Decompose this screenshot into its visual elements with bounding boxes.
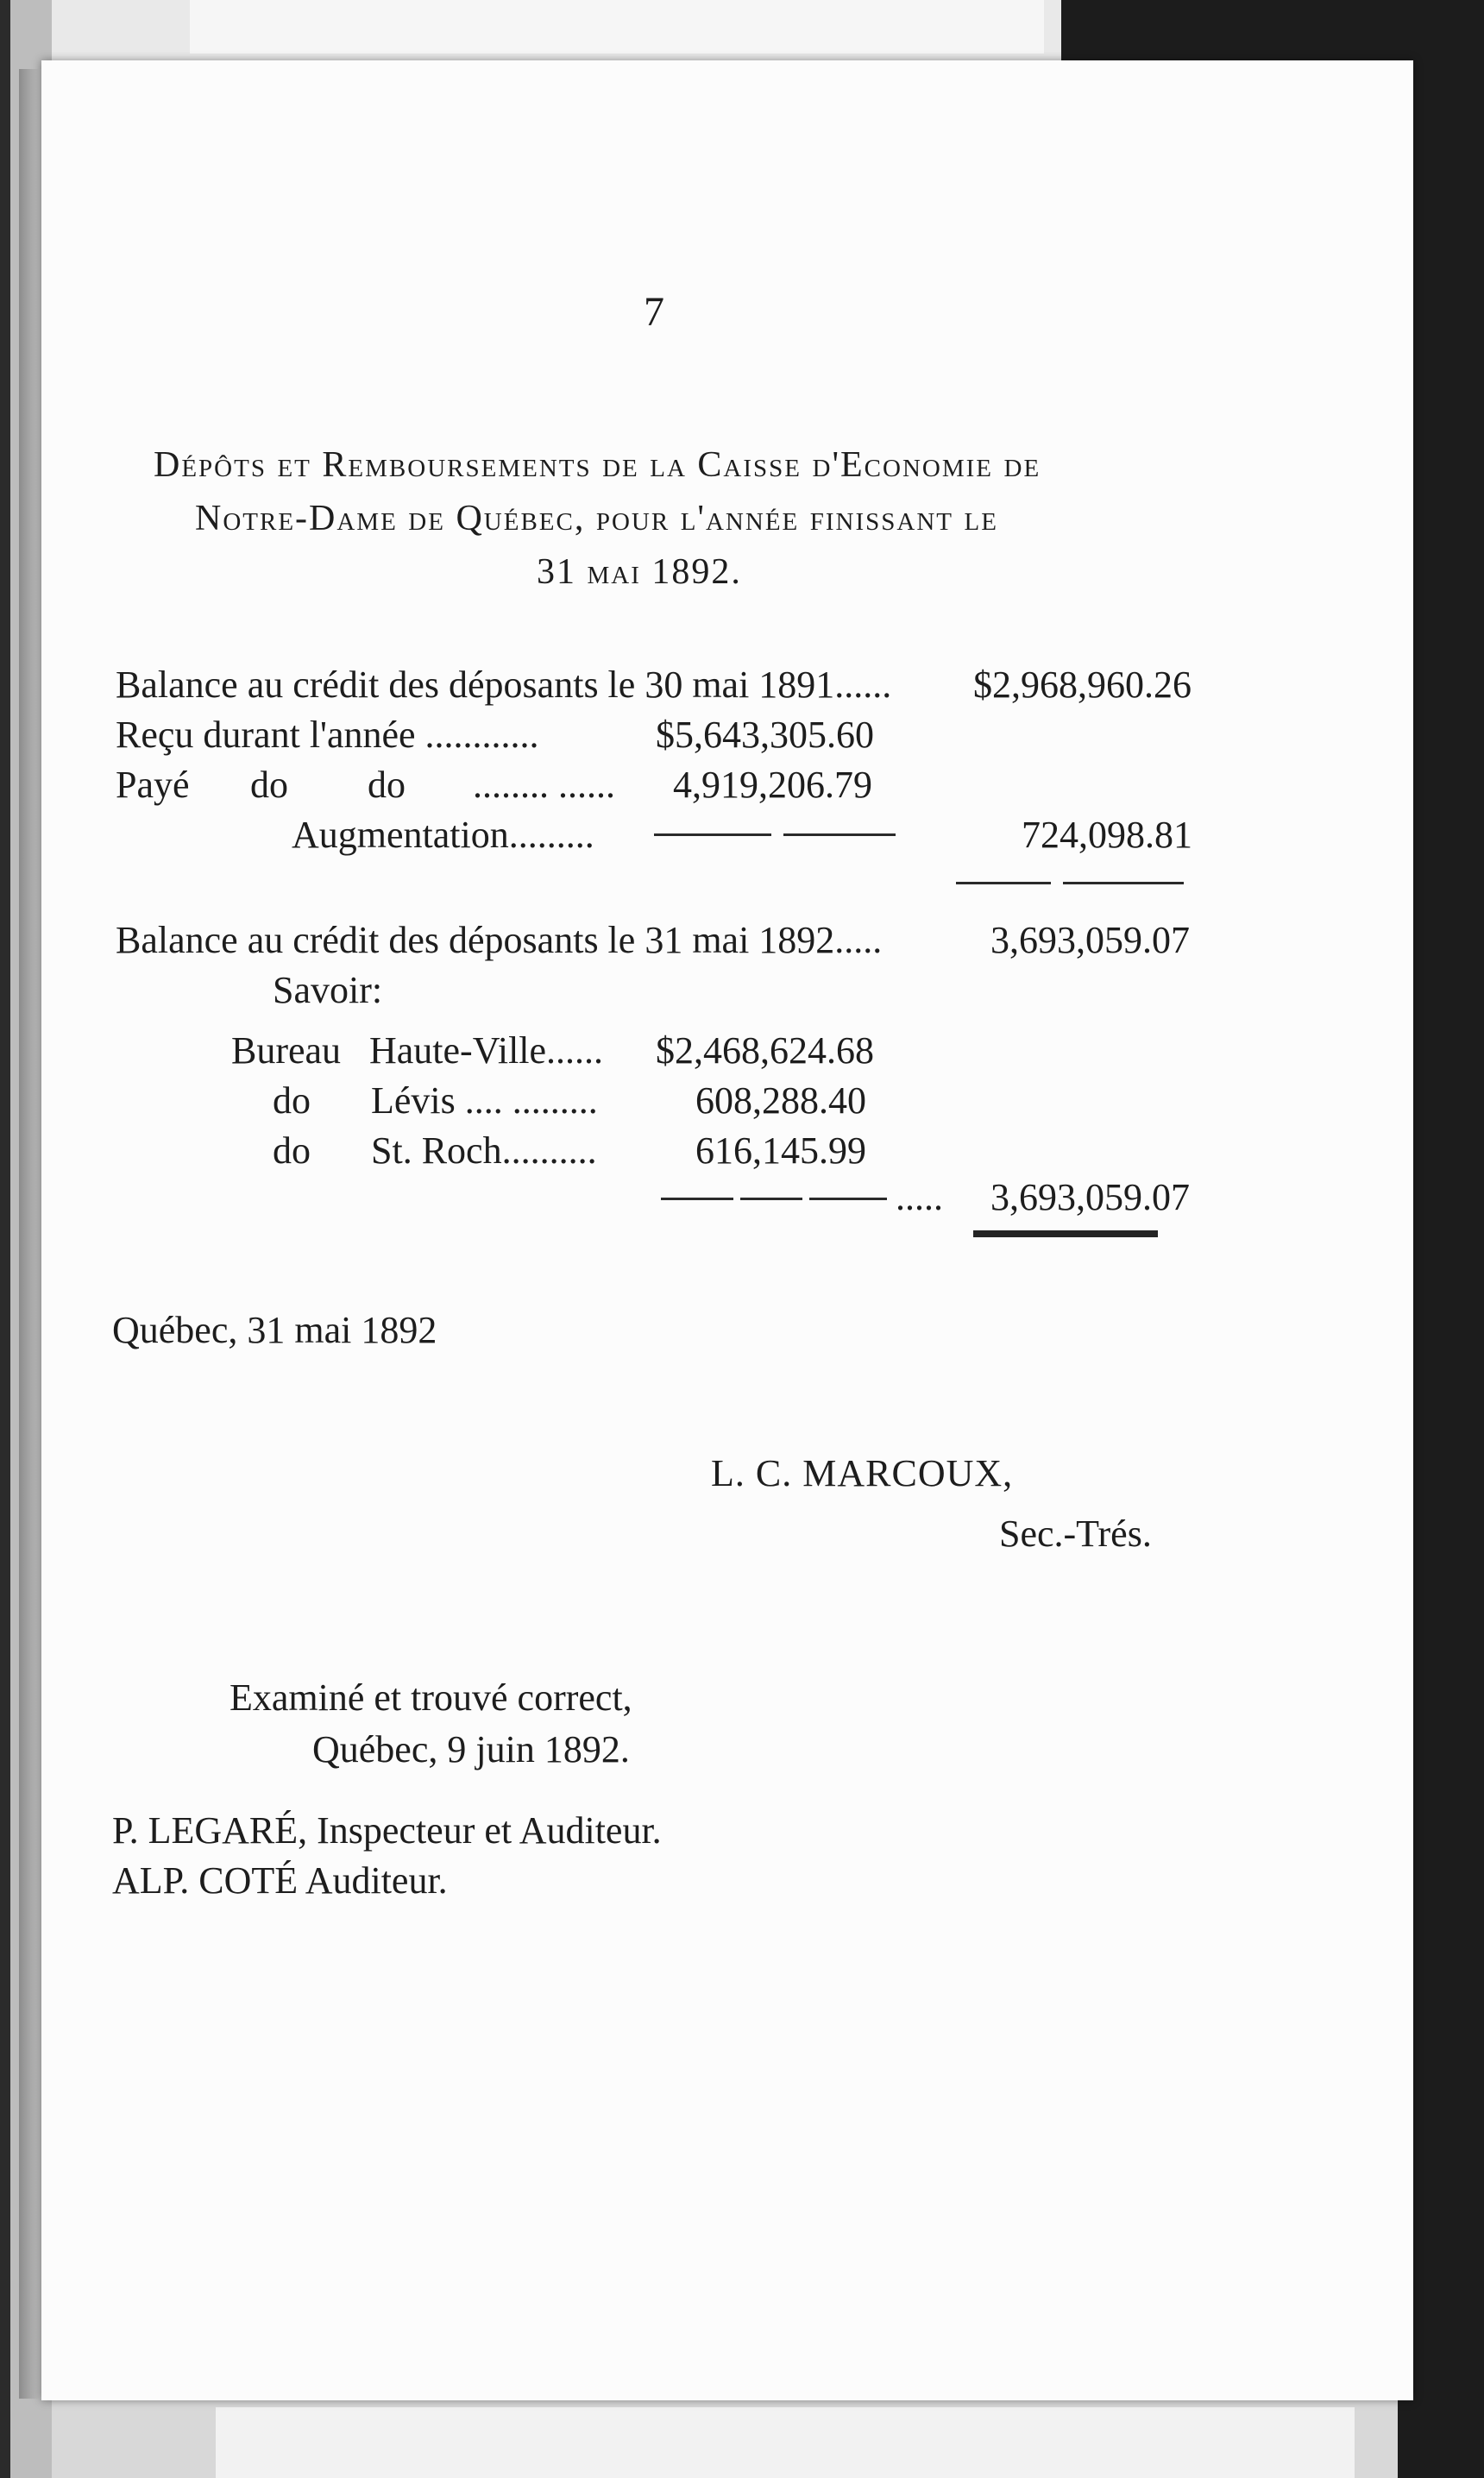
paid-label: Payé xyxy=(116,764,190,806)
title-line-2: Notre-Dame de Québec, pour l'année finissant le xyxy=(195,499,998,538)
branch-prefix: do xyxy=(273,1079,311,1122)
branch-rule-2 xyxy=(740,1198,802,1200)
next-page-edge-top xyxy=(190,0,1044,53)
document-page xyxy=(41,60,1413,2400)
received-label: Reçu durant l'année ............ xyxy=(116,714,539,756)
paid-do-1: do xyxy=(250,764,288,806)
audit-line-2: Québec, 9 juin 1892. xyxy=(312,1728,630,1770)
place-date: Québec, 31 mai 1892 xyxy=(112,1309,437,1351)
received-value: $5,643,305.60 xyxy=(656,714,874,756)
scan-edge-dark xyxy=(0,0,10,2478)
branch-rule-1 xyxy=(661,1198,733,1200)
opening-balance-value: $2,968,960.26 xyxy=(973,664,1192,706)
closing-balance-value: 3,693,059.07 xyxy=(990,919,1190,961)
branch-name: St. Roch.......... xyxy=(371,1129,597,1172)
increase-value: 724,098.81 xyxy=(1022,814,1192,856)
branch-name: Lévis .... ......... xyxy=(371,1079,598,1122)
paid-do-2: do xyxy=(368,764,406,806)
branch-prefix: do xyxy=(273,1129,311,1172)
branch-prefix: Bureau xyxy=(231,1029,342,1072)
branch-name: Haute-Ville...... xyxy=(369,1029,604,1072)
total-dots: ..... xyxy=(896,1176,943,1218)
signatory-name: L. C. MARCOUX, xyxy=(711,1452,1014,1494)
increase-label: Augmentation......... xyxy=(292,814,594,856)
branch-value: 616,145.99 xyxy=(695,1129,866,1172)
total-value: 3,693,059.07 xyxy=(990,1176,1190,1218)
auditor-line-2: ALP. COTÉ Auditeur. xyxy=(112,1859,448,1902)
opening-balance-label: Balance au crédit des déposants le 30 mai 1891...... xyxy=(116,664,892,706)
auditor-line-1: P. LEGARÉ, Inspecteur et Auditeur. xyxy=(112,1809,662,1852)
paid-value: 4,919,206.79 xyxy=(673,764,872,806)
audit-line-1: Examiné et trouvé correct, xyxy=(230,1676,632,1719)
balance-rule-1 xyxy=(956,882,1051,884)
closing-balance-label: Balance au crédit des déposants le 31 mai 1892..... xyxy=(116,919,883,961)
page-number: 7 xyxy=(644,289,664,335)
paid-dots: ........ ...... xyxy=(473,764,615,806)
branch-value: 608,288.40 xyxy=(695,1079,866,1122)
signatory-title: Sec.-Trés. xyxy=(999,1513,1152,1555)
title-line-3: 31 mai 1892. xyxy=(537,552,742,592)
subtotal-rule-1 xyxy=(654,833,771,836)
balance-rule-2 xyxy=(1063,882,1184,884)
total-double-rule xyxy=(973,1230,1158,1237)
savoir-label: Savoir: xyxy=(273,969,383,1011)
branch-rule-3 xyxy=(809,1198,887,1200)
branch-value: $2,468,624.68 xyxy=(656,1029,874,1072)
next-page-edge-bottom xyxy=(216,2407,1355,2478)
title-line-1: Dépôts et Remboursements de la Caisse d'Economie de xyxy=(154,445,1041,485)
subtotal-rule-2 xyxy=(783,833,896,836)
